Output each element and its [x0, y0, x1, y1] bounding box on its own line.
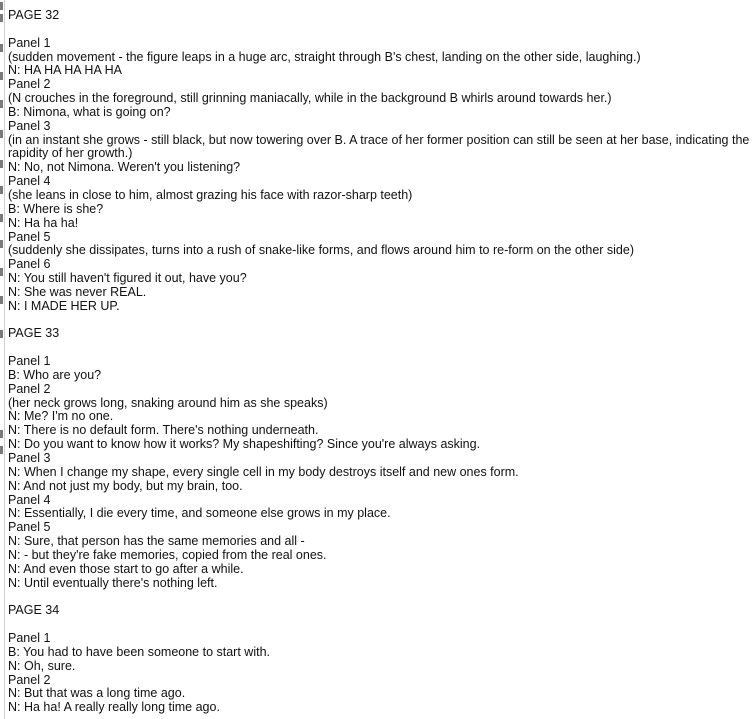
page-section	[8, 9, 751, 327]
script-line: N: Essentially, I die every time, and someone else grows in my place.	[8, 506, 391, 521]
page-heading: PAGE 32	[8, 8, 60, 22]
script-line: N: You still haven't figured it out, have you?	[8, 271, 247, 286]
script-line: N: But that was a long time ago.	[8, 686, 186, 701]
script-line: B: Where is she?	[8, 201, 104, 216]
script-line: Panel 3	[8, 118, 51, 133]
script-line: (suddenly she dissipates, turns into a rush of snake-like forms, and flows around him to re-form on the other side)	[8, 243, 634, 258]
blank-line	[8, 23, 751, 37]
script-line: (her neck grows long, snaking around him as she speaks)	[8, 395, 328, 410]
script-line: N: - but they're fake memories, copied from the real ones.	[8, 547, 327, 562]
script-line: Panel 4	[8, 174, 51, 189]
script-line: N: Ha ha! A really really long time ago.	[8, 700, 220, 715]
script-line: B: Nimona, what is going on?	[8, 104, 171, 119]
script-line: Panel 1	[8, 630, 51, 645]
script-line: N: When I change my shape, every single cell in my body destroys itself and new ones form.	[8, 464, 519, 479]
script-line: Panel 2	[8, 381, 51, 396]
script-line: N: There is no default form. There's nothing underneath.	[8, 423, 319, 438]
script-line: Panel 2	[8, 77, 51, 92]
script-line: B: You had to have been someone to start with.	[8, 644, 270, 659]
script-line: Panel 6	[8, 257, 51, 272]
script-line: N: No, not Nimona. Weren't you listening?	[8, 160, 241, 175]
script-line: Panel 3	[8, 451, 51, 465]
script-line: Panel 1	[8, 35, 51, 50]
script-line: N: She was never REAL.	[8, 284, 147, 299]
script-line: Panel 2	[8, 672, 51, 687]
window-edge-strip	[0, 0, 5, 719]
script-line: (N crouches in the foreground, still grinning maniacally, while in the background B whirls around towards her.)	[8, 91, 612, 106]
script-line: N: Until eventually there's nothing left.	[8, 575, 218, 590]
page-section	[8, 604, 751, 715]
script-line: B: Who are you?	[8, 367, 102, 382]
script-line: Panel 4	[8, 492, 51, 507]
blank-line	[8, 314, 751, 328]
blank-line	[8, 341, 751, 355]
blank-line	[8, 618, 751, 632]
page-heading: PAGE 33	[8, 326, 60, 341]
blank-line	[8, 590, 751, 604]
page-heading: PAGE 34	[8, 603, 60, 618]
script-line: Panel 5	[8, 229, 51, 244]
script-line: N: HA HA HA HA HA	[8, 63, 122, 78]
script-line: N: And not just my body, but my brain, too.	[8, 478, 243, 493]
script-line: (she leans in close to him, almost grazing his face with razor-sharp teeth)	[8, 187, 413, 202]
script-line: N: Sure, that person has the same memories and all -	[8, 534, 305, 549]
script-line: N: Oh, sure.	[8, 658, 76, 673]
script-line: N: Ha ha ha!	[8, 215, 79, 230]
script-line: (sudden movement - the figure leaps in a huge arc, straight through B's chest, landing on the other side, laughing.)	[8, 49, 641, 64]
script-document	[8, 9, 751, 715]
script-line: N: Do you want to know how it works? My shapeshifting? Since you're always asking.	[8, 437, 481, 452]
script-line: N: I MADE HER UP.	[8, 298, 120, 313]
script-line: N: Me? I'm no one.	[8, 409, 114, 424]
script-line: N: And even those start to go after a while.	[8, 561, 244, 576]
script-line: Panel 5	[8, 520, 51, 535]
script-line: Panel 1	[8, 354, 51, 369]
script-line: (in an instant she grows - still black, but now towering over B. A trace of her former position can still be seen at her base, indicating the rapidity of her growth.)	[8, 132, 753, 161]
page-section	[8, 327, 751, 604]
